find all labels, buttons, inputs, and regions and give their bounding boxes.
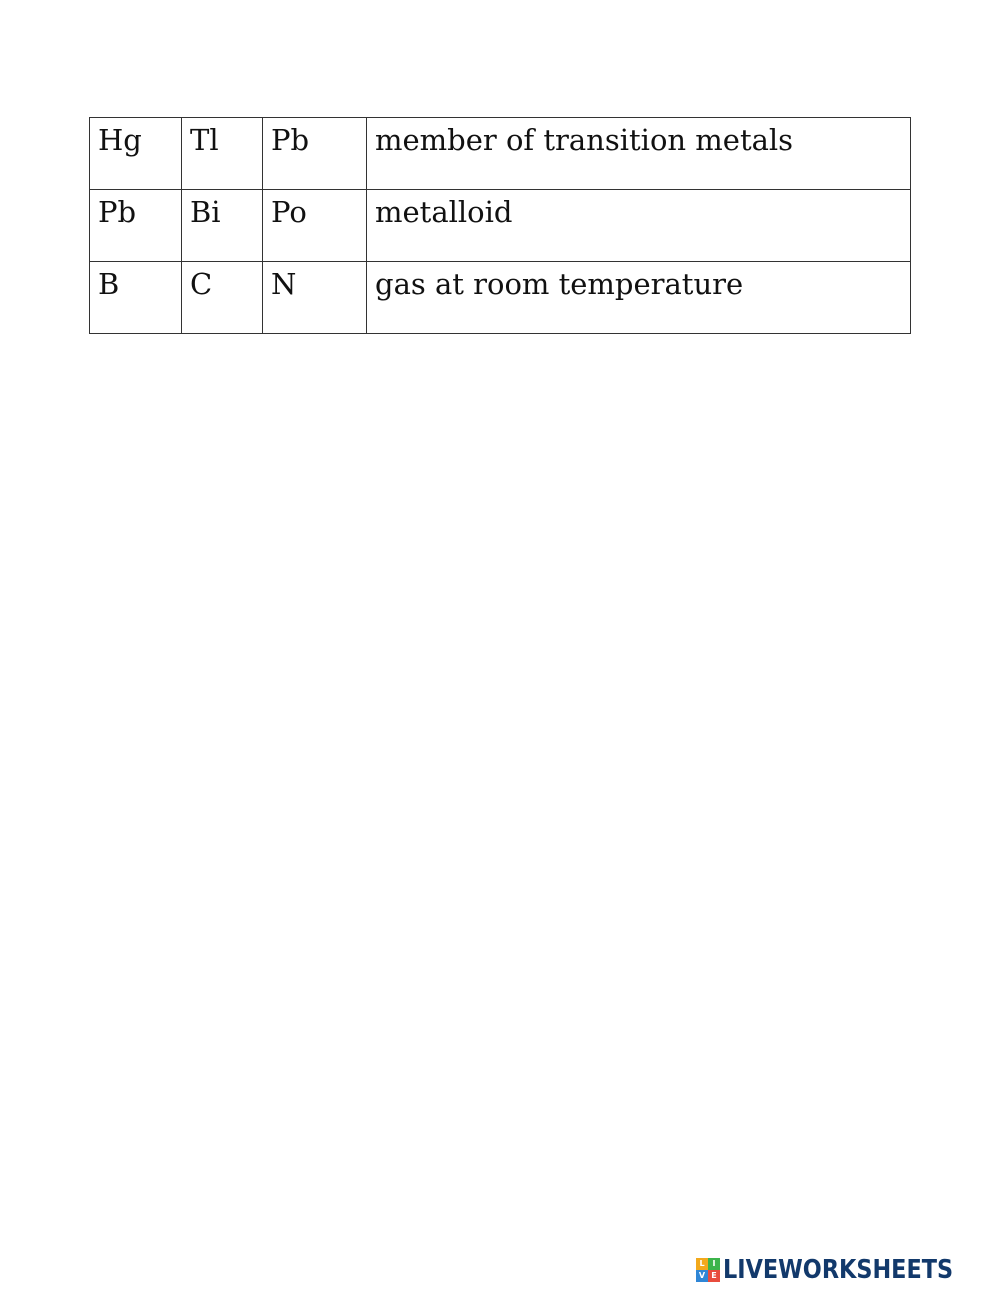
table-cell: Pb	[90, 190, 182, 262]
table-row	[90, 190, 911, 262]
table-cell: B	[90, 262, 182, 334]
logo-letter-l: L	[696, 1258, 708, 1270]
logo-letter-i: I	[708, 1258, 720, 1270]
table-row	[90, 262, 911, 334]
table-cell: metalloid	[367, 190, 911, 262]
logo-text: LIVEWORKSHEETS	[723, 1255, 954, 1285]
elements-table	[89, 117, 911, 334]
table-cell: Hg	[90, 118, 182, 190]
liveworksheets-logo-icon	[696, 1258, 720, 1282]
logo-letter-v: V	[696, 1270, 708, 1282]
liveworksheets-logo	[696, 1255, 991, 1285]
table-row	[90, 118, 911, 190]
logo-letter-e: E	[708, 1270, 720, 1282]
table-cell: Bi	[182, 190, 263, 262]
table-cell: Pb	[263, 118, 367, 190]
table-cell: C	[182, 262, 263, 334]
table-cell: Po	[263, 190, 367, 262]
table-cell: Tl	[182, 118, 263, 190]
table-cell: N	[263, 262, 367, 334]
table-cell: member of transition metals	[367, 118, 911, 190]
table-cell: gas at room temperature	[367, 262, 911, 334]
